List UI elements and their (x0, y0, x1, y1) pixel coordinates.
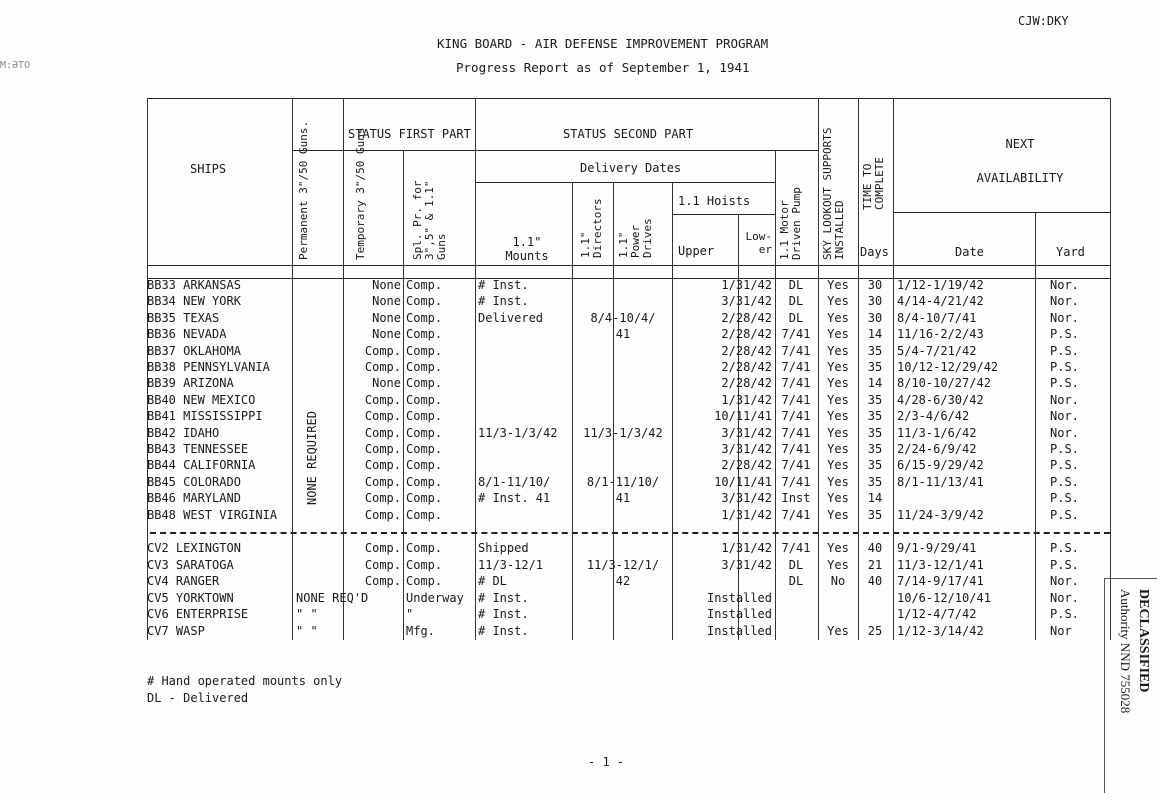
cell-ship: CV5 YORKTOWN (147, 590, 234, 605)
cell-mounts: Delivered (478, 310, 544, 325)
cell-sky: No (830, 574, 846, 589)
cell-spl: " (406, 607, 414, 622)
header-hoists: 1.1 Hoists (678, 194, 751, 208)
cell-days: 35 (867, 392, 883, 407)
footnote-hash: # Hand operated mounts only (147, 674, 343, 688)
cell-spl: Mfg. (406, 624, 435, 638)
cell-yard: Nor. (1050, 310, 1079, 325)
cell-pump: 7/41 (781, 425, 811, 440)
cell-ship: BB34 NEW YORK (147, 294, 241, 309)
cell-date: 8/4-10/7/41 (897, 310, 977, 325)
page-number: - 1 - (588, 755, 625, 769)
cell-dirdrv: 41 (615, 491, 631, 506)
cell-temporary: Comp. (364, 507, 401, 522)
cell-temporary: Comp. (364, 343, 401, 358)
cell-sky: Yes (827, 294, 849, 309)
rule (475, 182, 775, 183)
cell-date: 7/14-9/17/41 (897, 574, 984, 589)
cell-yard: Nor. (1050, 392, 1079, 407)
cell-temporary: None (372, 278, 401, 292)
header-mounts: 1.1" Mounts (505, 235, 549, 263)
header-days: Days (860, 245, 889, 259)
cell-date: 11/16-2/2/43 (897, 327, 984, 342)
cell-ship: BB48 WEST VIRGINIA (147, 507, 278, 522)
header-delivery-dates: Delivery Dates (580, 161, 682, 175)
cell-pump: 7/41 (781, 442, 811, 456)
cell-pump: DL (788, 557, 804, 572)
cell-days: 21 (867, 557, 883, 572)
cell-dirdrv: 41 (615, 327, 631, 342)
cell-temporary: Comp. (364, 392, 401, 407)
cell-ship: BB33 ARKANSAS (147, 278, 241, 292)
cell-pump: DL (788, 278, 804, 292)
header-upper: Upper (678, 244, 715, 258)
cell-days: 35 (867, 442, 883, 456)
cell-date: 1/12-4/7/42 (897, 607, 977, 622)
cell-pump: Inst (781, 491, 811, 506)
cell-permanent: " " (296, 624, 318, 638)
cell-spl: Comp. (406, 541, 443, 555)
cell-pump: 7/41 (781, 343, 811, 358)
cell-days: 30 (867, 310, 883, 325)
cell-yard: P.S. (1050, 491, 1079, 506)
cell-spl: Comp. (406, 442, 443, 456)
rule (292, 150, 818, 151)
cell-upper: 2/28/42 (721, 458, 772, 473)
header-status-first: STATUS FIRST PART (348, 127, 471, 141)
cell-spl: Comp. (406, 574, 443, 589)
cell-sky: Yes (827, 327, 849, 342)
cell-ship: CV2 LEXINGTON (147, 541, 241, 555)
cell-sky: Yes (827, 376, 849, 391)
cell-sky: Yes (827, 491, 849, 506)
cell-pump: 7/41 (781, 474, 811, 489)
cell-mounts: # Inst. (478, 278, 529, 292)
cell-ship: BB42 IDAHO (147, 425, 220, 440)
header-status-second: STATUS SECOND PART (563, 127, 694, 141)
cell-dirdrv: 8/4-10/4/ (590, 310, 656, 325)
cell-spl: Comp. (406, 557, 443, 572)
cell-upper: 2/28/42 (721, 376, 772, 391)
cell-ship: BB46 MARYLAND (147, 491, 241, 506)
cell-ship: BB38 PENNSYLVANIA (147, 360, 270, 374)
cell-date: 2/3-4/6/42 (897, 409, 970, 424)
cell-sky: Yes (827, 442, 849, 456)
cell-days: 14 (867, 327, 883, 342)
cell-days: 35 (867, 458, 883, 473)
cell-yard: Nor. (1050, 574, 1079, 589)
cell-dirdrv: 11/3-12/1/ (586, 557, 660, 572)
cell-temporary: None (372, 327, 401, 342)
dashed-separator (150, 532, 1110, 534)
cell-temporary: Comp. (364, 491, 401, 506)
cell-date: 8/1-11/13/41 (897, 474, 984, 489)
cell-yard: P.S. (1050, 442, 1079, 456)
cell-pump: 7/41 (781, 376, 811, 391)
cell-yard: Nor. (1050, 278, 1079, 292)
cell-spl: Comp. (406, 278, 443, 292)
cell-yard: P.S. (1050, 327, 1079, 342)
cell-upper: 2/28/42 (721, 327, 772, 342)
column-divider (1110, 98, 1111, 640)
cell-spl: Comp. (406, 458, 443, 473)
cell-pump: DL (788, 310, 804, 325)
cell-temporary: Comp. (364, 360, 401, 374)
cell-ship: BB41 MISSISSIPPI (147, 409, 263, 424)
cell-yard: P.S. (1050, 474, 1079, 489)
stamp-line1: DECLASSIFIED (1136, 589, 1151, 693)
column-divider (475, 98, 476, 640)
cell-yard: Nor (1050, 624, 1072, 638)
cell-permanent: " " (296, 607, 318, 622)
cell-sky: Yes (827, 343, 849, 358)
cell-sky: Yes (827, 278, 849, 292)
cell-upper: 1/31/42 (721, 392, 772, 407)
cell-pump: DL (788, 574, 804, 589)
cell-spl: Comp. (406, 409, 443, 424)
cell-sky: Yes (827, 360, 849, 374)
cell-mounts: # DL (478, 574, 507, 589)
cell-date: 4/28-6/30/42 (897, 392, 984, 407)
cell-pump: 7/41 (781, 327, 811, 342)
header-next-availability: NEXT AVAILABILITY (976, 137, 1064, 185)
cell-days: 14 (867, 376, 883, 391)
cell-temporary: Comp. (364, 474, 401, 489)
column-divider (343, 98, 344, 640)
declassified-stamp (1104, 578, 1157, 793)
cell-spl: Underway (406, 590, 464, 605)
none-required-label: NONE REQUIRED (305, 411, 319, 505)
cell-days: 35 (867, 425, 883, 440)
cell-spl: Comp. (406, 474, 443, 489)
cell-sky: Yes (827, 557, 849, 572)
column-divider (818, 98, 819, 640)
document-subtitle: Progress Report as of September 1, 1941 (456, 60, 750, 75)
cell-pump: 7/41 (781, 392, 811, 407)
cell-yard: P.S. (1050, 507, 1079, 522)
cell-pump: DL (788, 294, 804, 309)
cell-mounts: Shipped (478, 541, 529, 555)
cell-yard: P.S. (1050, 376, 1079, 391)
cell-spl: Comp. (406, 360, 443, 374)
cell-days: 25 (867, 624, 883, 638)
cell-yard: P.S. (1050, 541, 1079, 555)
cell-temporary: Comp. (364, 574, 401, 589)
cell-upper: 10/11/41 (714, 409, 772, 424)
cell-ship: BB37 OKLAHOMA (147, 343, 241, 358)
cell-mounts: 11/3-12/1 (478, 557, 544, 572)
cell-mounts: 11/3-1/3/42 (478, 425, 558, 440)
cell-pump: 7/41 (781, 541, 811, 555)
cell-upper: 3/31/42 (721, 425, 772, 440)
cell-mounts: # Inst. (478, 294, 529, 309)
cell-yard: P.S. (1050, 458, 1079, 473)
cell-mounts: 8/1-11/10/ (478, 474, 551, 489)
cell-upper: 3/31/42 (721, 557, 772, 572)
header-sky-lookout: SKY LOOKOUT SUPPORTS INSTALLED (821, 127, 846, 260)
cell-upper: 3/31/42 (721, 442, 772, 456)
column-divider (403, 150, 404, 640)
cell-yard: Nor. (1050, 425, 1079, 440)
cell-spl: Comp. (406, 425, 443, 440)
cell-days: 35 (867, 507, 883, 522)
cell-days: 35 (867, 474, 883, 489)
cell-upper: Installed (706, 607, 772, 622)
header-temporary: Temporary 3"/50 Guns (354, 127, 367, 260)
cell-sky: Yes (827, 624, 849, 638)
cell-date: 2/24-6/9/42 (897, 442, 977, 456)
cell-permanent: NONE REQ'D (296, 590, 369, 605)
cell-sky: Yes (827, 392, 849, 407)
cell-ship: BB44 CALIFORNIA (147, 458, 256, 473)
cell-mounts: # Inst. 41 (478, 491, 551, 506)
cell-upper: 1/31/42 (721, 507, 772, 522)
cell-temporary: Comp. (364, 541, 401, 555)
cell-upper: Installed (706, 624, 772, 638)
column-divider (858, 98, 859, 640)
cell-sky: Yes (827, 458, 849, 473)
header-lower: Low-er (745, 230, 772, 256)
cell-temporary: None (372, 376, 401, 391)
cell-temporary: Comp. (364, 425, 401, 440)
cell-sky: Yes (827, 425, 849, 440)
footnote-dl: DL - Delivered (147, 691, 249, 705)
cell-upper: 1/31/42 (721, 541, 772, 555)
cell-sky: Yes (827, 474, 849, 489)
cell-sky: Yes (827, 507, 849, 522)
cell-spl: Comp. (406, 507, 443, 522)
cell-days: 40 (867, 574, 883, 589)
cell-temporary: Comp. (364, 442, 401, 456)
cell-days: 40 (867, 541, 883, 555)
cell-yard: P.S. (1050, 343, 1079, 358)
margin-mark: M:ƏTO (0, 60, 31, 71)
cell-date: 1/12-3/14/42 (897, 624, 984, 638)
cell-sky: Yes (827, 310, 849, 325)
cell-spl: Comp. (406, 343, 443, 358)
cell-pump: 7/41 (781, 360, 811, 374)
cell-ship: BB35 TEXAS (147, 310, 220, 325)
cell-upper: 3/31/42 (721, 491, 772, 506)
cell-days: 35 (867, 343, 883, 358)
cell-dirdrv: 11/3-1/3/42 (583, 425, 663, 440)
cell-spl: Comp. (406, 327, 443, 342)
cell-mounts: # Inst. (478, 590, 529, 605)
cell-upper: 2/28/42 (721, 343, 772, 358)
cell-dirdrv: 42 (615, 574, 631, 589)
stamp-line2: Authority NND 755028 (1118, 589, 1133, 714)
document-title: KING BOARD - AIR DEFENSE IMPROVEMENT PROGRAM (437, 36, 769, 51)
cell-days: 35 (867, 360, 883, 374)
cell-yard: Nor. (1050, 294, 1079, 309)
header-spl: Spl. Pr. for 3",5" & 1.1" Guns (411, 180, 448, 260)
cell-yard: P.S. (1050, 557, 1079, 572)
cell-spl: Comp. (406, 392, 443, 407)
header-permanent: Permanent 3"/50 Guns. (297, 120, 310, 260)
header-motor-pump: 1.1 Motor Driven Pump (778, 187, 803, 260)
cell-yard: Nor. (1050, 590, 1079, 605)
cell-ship: BB36 NEVADA (147, 327, 227, 342)
cell-sky: Yes (827, 541, 849, 555)
cell-upper: 2/28/42 (721, 310, 772, 325)
cell-days: 30 (867, 294, 883, 309)
cell-pump: 7/41 (781, 507, 811, 522)
cell-temporary: Comp. (364, 458, 401, 473)
cell-temporary: Comp. (364, 409, 401, 424)
cell-upper: 10/11/41 (714, 474, 772, 489)
cell-date: 5/4-7/21/42 (897, 343, 977, 358)
rule (893, 212, 1110, 213)
cell-upper: Installed (706, 590, 772, 605)
cell-days: 30 (867, 278, 883, 292)
cell-ship: BB39 ARIZONA (147, 376, 234, 391)
rule (672, 214, 775, 215)
cell-spl: Comp. (406, 376, 443, 391)
cell-spl: Comp. (406, 491, 443, 506)
cell-yard: Nor. (1050, 409, 1079, 424)
header-ships: SHIPS (190, 162, 227, 176)
cell-date: 10/12-12/29/42 (897, 360, 999, 374)
cell-ship: BB43 TENNESSEE (147, 442, 249, 456)
cell-date: 1/12-1/19/42 (897, 278, 984, 292)
cell-ship: CV3 SARATOGA (147, 557, 234, 572)
cell-ship: BB45 COLORADO (147, 474, 241, 489)
initials: CJW:DKY (1018, 14, 1069, 28)
header-date: Date (955, 245, 984, 259)
cell-days: 35 (867, 409, 883, 424)
column-divider (893, 98, 894, 640)
cell-date: 11/3-12/1/41 (897, 557, 984, 572)
cell-spl: Comp. (406, 294, 443, 309)
header-power-drives: 1.1" Power Drives (617, 218, 654, 258)
cell-upper: 1/31/42 (721, 278, 772, 292)
cell-upper: 2/28/42 (721, 360, 772, 374)
cell-spl: Comp. (406, 310, 443, 325)
cell-yard: P.S. (1050, 607, 1079, 622)
header-yard: Yard (1056, 245, 1085, 259)
header-time-to-complete: TIME TO COMPLETE (861, 157, 886, 210)
cell-mounts: # Inst. (478, 624, 529, 638)
cell-sky: Yes (827, 409, 849, 424)
cell-temporary: None (372, 310, 401, 325)
cell-upper: 3/31/42 (721, 294, 772, 309)
cell-date: 11/24-3/9/42 (897, 507, 984, 522)
cell-date: 8/10-10/27/42 (897, 376, 991, 391)
cell-temporary: Comp. (364, 557, 401, 572)
cell-date: 9/1-9/29/41 (897, 541, 977, 555)
cell-date: 4/14-4/21/42 (897, 294, 984, 309)
cell-pump: 7/41 (781, 409, 811, 424)
cell-dirdrv: 8/1-11/10/ (586, 474, 660, 489)
cell-date: 6/15-9/29/42 (897, 458, 984, 473)
cell-date: 11/3-1/6/42 (897, 425, 977, 440)
cell-ship: BB40 NEW MEXICO (147, 392, 256, 407)
cell-mounts: # Inst. (478, 607, 529, 622)
cell-pump: 7/41 (781, 458, 811, 473)
cell-ship: CV4 RANGER (147, 574, 220, 589)
cell-days: 14 (867, 491, 883, 506)
cell-ship: CV7 WASP (147, 624, 205, 638)
cell-date: 10/6-12/10/41 (897, 590, 991, 605)
header-directors: 1.1" Directors (579, 198, 604, 258)
column-divider (1035, 212, 1036, 640)
cell-yard: P.S. (1050, 360, 1079, 374)
cell-temporary: None (372, 294, 401, 309)
cell-ship: CV6 ENTERPRISE (147, 607, 249, 622)
